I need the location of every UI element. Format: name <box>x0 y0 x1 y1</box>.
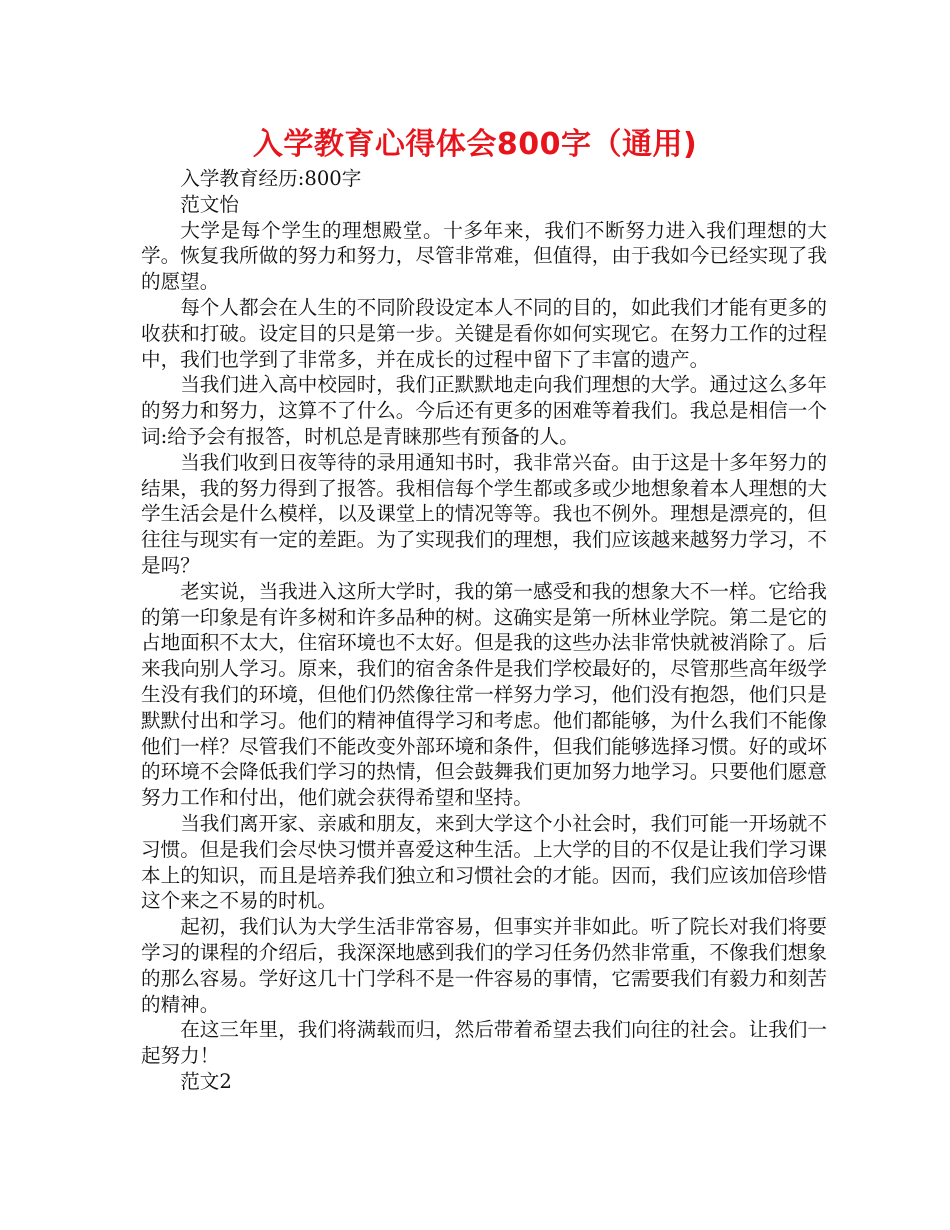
paragraph: 当我们离开家、亲戚和朋友，来到大学这个小社会时，我们可能一开场就不习惯。但是我们会尽快习惯并喜爱这种生活。上大学的目的不仅是让我们学习课本上的知识，而且是培养我们独立和习惯社会的才能。因而，我们应该加倍珍惜这个来之不易的时机。 <box>141 811 827 913</box>
document-title: 入学教育心得体会800字（通用) <box>252 127 698 162</box>
paragraph: 当我们收到日夜等待的录用通知书时，我非常兴奋。由于这是十多年努力的结果，我的努力得到了报答。我相信每个学生都或多或少地想象着本人理想的大学生活会是什么模样，以及课堂上的情况等等。我也不例外。理想是漂亮的，但往往与现实有一定的差距。为了实现我们的理想，我们应该越来越努力学习，不是吗？ <box>141 450 827 577</box>
paragraph: 在这三年里，我们将满载而归，然后带着希望去我们向往的社会。让我们一起努力！ <box>141 1018 827 1068</box>
paragraph: 起初，我们认为大学生活非常容易，但事实并非如此。听了院长对我们将要学习的课程的介绍后，我深深地感到我们的学习任务仍然非常重，不像我们想象的那么容易。学好这几十门学科不是一件容易的事情，它需要我们有毅力和刻苦的精神。 <box>141 915 827 1016</box>
sample-heading: 范文2 <box>180 1069 232 1093</box>
author-line: 范文怡 <box>180 192 239 216</box>
paragraph: 大学是每个学生的理想殿堂。十多年来，我们不断努力进入我们理想的大学。恢复我所做的努力和努力，尽管非常难，但值得，由于我如今已经实现了我的愿望。 <box>141 218 827 294</box>
paragraph: 每个人都会在人生的不同阶段设定本人不同的目的，如此我们才能有更多的收获和打破。设定目的只是第一步。关键是看你如何实现它。在努力工作的过程中，我们也学到了非常多，并在成长的过程中留下了丰富的遗产。 <box>141 295 827 371</box>
paragraph: 当我们进入高中校园时，我们正默默地走向我们理想的大学。通过这么多年的努力和努力，这算不了什么。今后还有更多的困难等着我们。我总是相信一个词:给予会有报答，时机总是青睐那些有预备的人。 <box>141 373 827 448</box>
subtitle-line: 入学教育经历:800字 <box>180 167 362 190</box>
paragraph: 老实说，当我进入这所大学时，我的第一感受和我的想象大不一样。它给我的第一印象是有许多树和许多品种的树。这确实是第一所林业学院。第二是它的占地面积不太大，住宿环境也不太好。但是我的这些办法非常快就被消除了。后来我向别人学习。原来，我们的宿舍条件是我们学校最好的，尽管那些高年级学生没有我们的环境，但他们仍然像往常一样努力学习，他们没有抱怨，他们只是默默付出和学习。他们的精神值得学习和考虑。他们都能够，为什么我们不能像他们一样？尽管我们不能改变外部环境和条件，但我们能够选择习惯。好的或坏的环境不会降低我们学习的热情，但会鼓舞我们更加努力地学习。只要他们愿意努力工作和付出，他们就会获得希望和坚持。 <box>141 579 827 810</box>
document-body <box>141 166 827 1095</box>
